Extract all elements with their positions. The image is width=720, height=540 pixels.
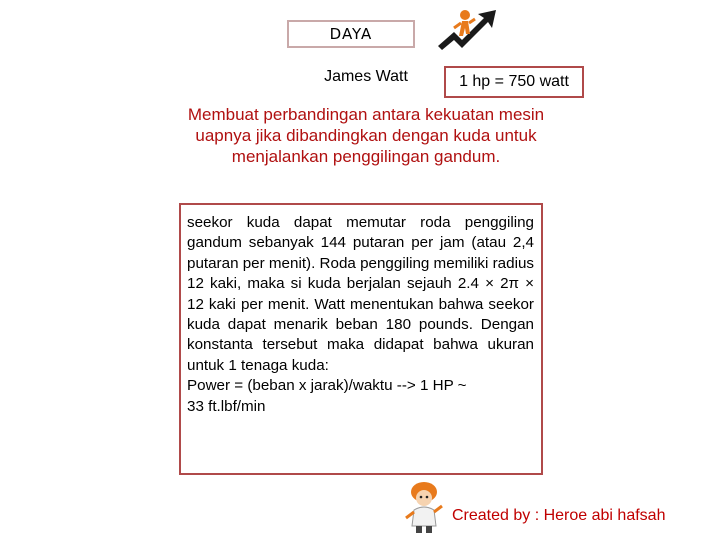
- intro-text: Membuat perbandingan antara kekuatan mesin uapnya jika dibandingkan dengan kuda untuk menjalankan penggilingan gandum.: [187, 105, 545, 166]
- page-title: DAYA: [329, 25, 373, 43]
- formula-line-2: 33 ft.lbf/min: [187, 397, 266, 415]
- title-box: [287, 20, 415, 48]
- content-paragraph: seekor kuda dapat memutar roda penggiling gandum sebanyak 144 putaran per jam (atau 2,4 putaran per menit). Roda penggiling memiliki radius 12 kaki, maka si kuda berjalan sejauh 2.4 × 2π × 12 kaki per menit. Watt menentukan bahwa seekor kuda dapat menarik beban 180 pounds. Dengan konstanta tersebut maka didapat bahwa ukuran untuk 1 tenaga kuda:: [187, 214, 534, 374]
- cartoon-person-icon: [404, 480, 444, 534]
- climbing-figure-arrow-icon: [432, 6, 500, 54]
- conversion-text: 1 hp = 750 watt: [459, 73, 569, 90]
- credit-text: Created by : Heroe abi hafsah: [452, 507, 666, 524]
- inventor-name: James Watt: [324, 68, 408, 85]
- conversion-box: [444, 66, 584, 98]
- content-box: [179, 203, 543, 475]
- formula-line-1: Power = (beban x jarak)/waktu --> 1 HP ~: [187, 377, 467, 395]
